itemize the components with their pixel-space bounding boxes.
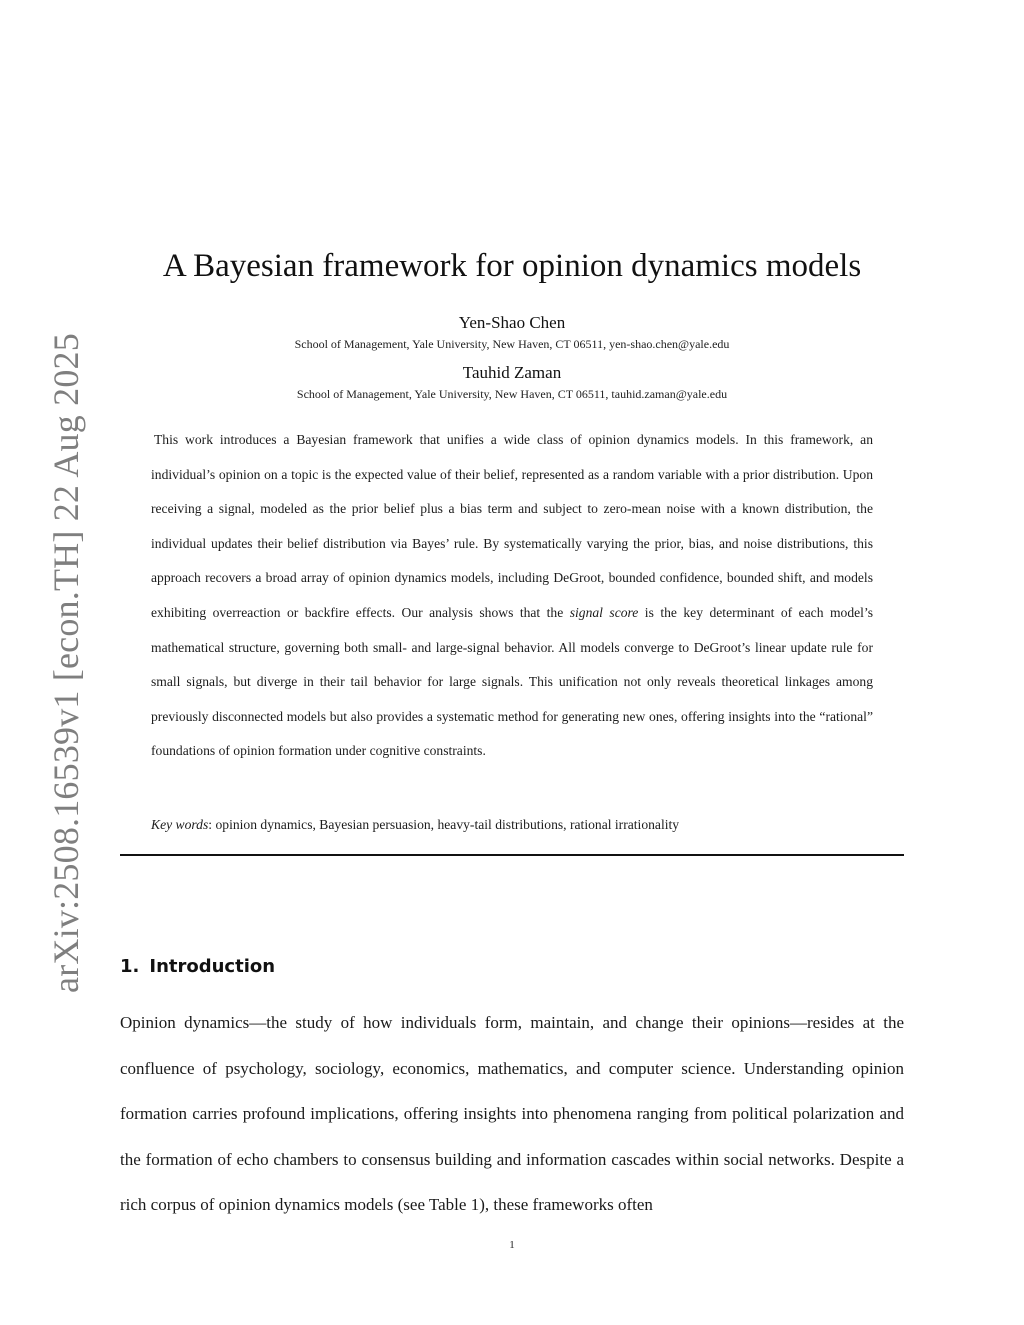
introduction-body bbox=[120, 1000, 904, 1228]
introduction-paragraph: Opinion dynamics—the study of how individuals form, maintain, and change their opinions—resides at the confluence of psychology, sociology, economics, mathematics, and computer science. Understanding opinion formation carries profound implications, offering insights into phenomena ranging from political polarization and the formation of echo chambers to consensus building and information cascades within social networks. Despite a rich corpus of opinion dynamics models (see Table 1), these frameworks often bbox=[120, 1013, 904, 1215]
abstract bbox=[151, 423, 873, 769]
section-divider bbox=[120, 854, 904, 856]
author-name-2: Tauhid Zaman bbox=[462, 363, 562, 382]
keywords-separator: : bbox=[208, 817, 216, 832]
page-number: 1 bbox=[509, 1239, 515, 1251]
abstract-paragraph bbox=[151, 423, 873, 769]
abstract-text-part-2: is the key determinant of each model’s mathematical structure, governing both small- and large-signal behavior. All models converge to DeGroot’s linear update rule for small signals, but diverge in their tail behavior for large signals. This unification not only reveals theoretical linkages among previously disconnected models but also provides a systematic method for generating new ones, offering insights into the “rational” foundations of opinion formation under cognitive constraints. bbox=[151, 604, 874, 759]
section-title: Introduction bbox=[149, 956, 276, 977]
section-heading bbox=[120, 956, 275, 977]
abstract-text-part-1: This work introduces a Bayesian framework that unifies a wide class of opinion dynamics models. In this framework, an individual’s opinion on a topic is the expected value of their belief, represented as a random variable with a prior distribution. Upon receiving a signal, modeled as the prior belief plus a bias term and subject to zero-mean noise with a known distribution, the individual updates their belief distribution via Bayes’ rule. By systematically varying the prior, bias, and noise distributions, this approach recovers a broad array of opinion dynamics models, including DeGroot, bounded confidence, bounded shift, and models exhibiting overreaction or backfire effects. Our analysis shows that the bbox=[151, 432, 873, 620]
arxiv-identifier: arXiv:2508.16539v1 [econ.TH] 22 Aug 2025 bbox=[46, 333, 86, 993]
author-affiliation-2: School of Management, Yale University, New Haven, CT 06511, tauhid.zaman@yale.edu bbox=[296, 387, 728, 401]
author-affiliation-1: School of Management, Yale University, New Haven, CT 06511, yen-shao.chen@yale.edu bbox=[294, 337, 730, 351]
paper-title: A Bayesian framework for opinion dynamics models bbox=[162, 248, 862, 284]
author-name-1: Yen-Shao Chen bbox=[458, 313, 566, 332]
keywords bbox=[151, 817, 679, 833]
section-number: 1. bbox=[120, 956, 140, 977]
abstract-emphasis: signal score bbox=[569, 604, 639, 620]
keywords-text: opinion dynamics, Bayesian persuasion, heavy-tail distributions, rational irrationality bbox=[215, 817, 680, 832]
keywords-label: Key words bbox=[151, 817, 209, 832]
